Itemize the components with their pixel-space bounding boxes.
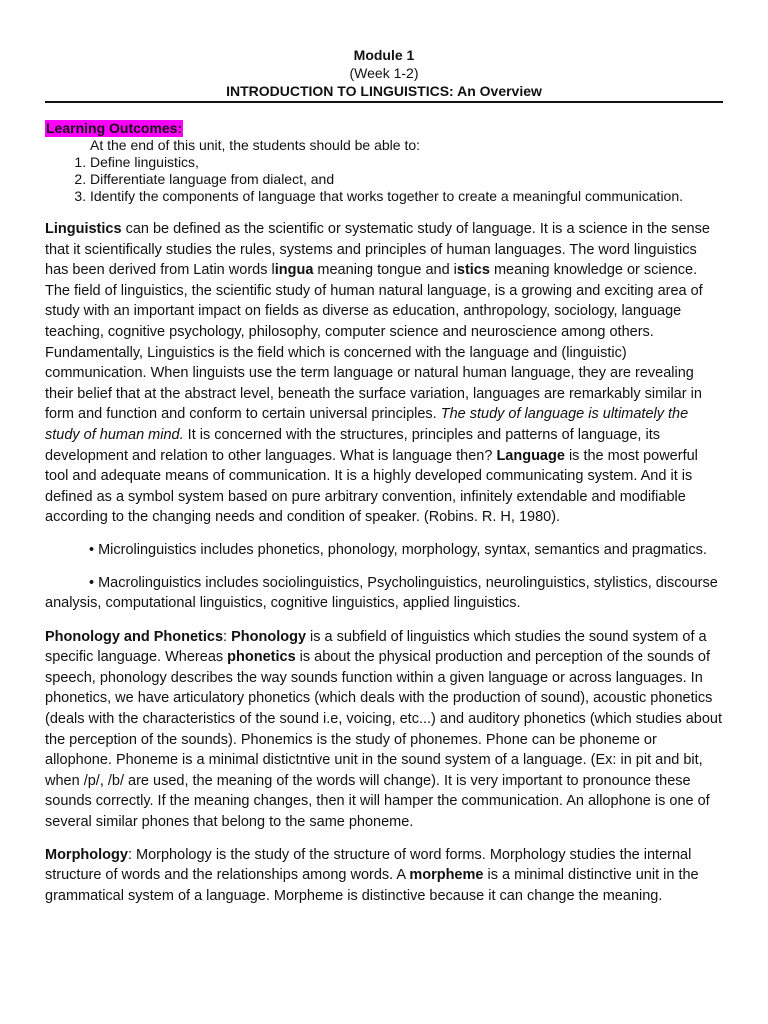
term-istics: stics (456, 262, 490, 279)
text-run: is about the physical production and perception of the sounds of speech, phonology describes the way sounds function within a given language or across languages. In phonetics, we have articulatory phonetics (which deals with the production of sound), acoustic phonetics (deals with the characteristics of the sound i.e, voicing, etc...) and auditory phonetics (which studies about the perception of the sounds). Phonemics is the study of phonemes. Phone can be phoneme or allophone. Phoneme is a minimal distictntive unit in the sound system of a language. (Ex: in pit and bit, when /p/, /b/ are used, the meaning of the words will change). It is very important to pronounce these sounds correctly. If the meaning changes, then it will hamper the communication. An allophone is one of several similar phones that belong to the same phoneme. (45, 649, 723, 831)
text-run: is the most powerful tool and adequate means of communication. It is a highly developed communicating system. And it is defined as a symbol system based on pure arbitrary convention, infinitely extendable and modifiable according to the changing needs and condition of speaker. (Robins. R. H, 1980). (45, 447, 698, 526)
term-phonology: Phonology (231, 628, 307, 645)
outcome-item: 3. Identify the components of language that works together to create a meaningful communication. (90, 188, 723, 205)
italic-quote: The study of language is ultimately the study of human mind. (45, 406, 689, 443)
text-run: is a subfield of linguistics which studies the sound system of a specific language. Whereas (45, 628, 707, 666)
outcome-item: 2. Differentiate language from dialect, and (90, 171, 723, 188)
text-run: meaning tongue and i (313, 262, 457, 279)
term-phonetics: phonetics (227, 649, 296, 666)
bullet-text: • Macrolinguistics includes sociolinguistics, Psycholinguistics, neurolinguistics, stylistics, discourse analysis, computational linguistics, cognitive linguistics, applied linguistics. (45, 574, 718, 612)
learning-outcomes-heading: Learning Outcomes: (46, 120, 183, 136)
learning-outcomes (45, 120, 723, 205)
outcome-item: 1. Define linguistics, (90, 154, 723, 171)
term-morpheme: morpheme (409, 867, 484, 884)
header-divider (45, 101, 723, 103)
document-page (45, 44, 723, 906)
learning-outcomes-intro: At the end of this unit, the students should be able to: (90, 137, 421, 153)
term-linguistics: Linguistics (45, 221, 122, 237)
text-run: : (223, 628, 232, 645)
outcomes-list (45, 154, 723, 205)
text-run: meaning knowledge or science. The field of linguistics, the scientific study of human natural language, is a growing and exciting area of study with an important impact on fields as diverse as education, anthropology, sociology, language teaching, cognitive psychology, philosophy, computer science and neuroscience among others. Fundamentally, Linguistics is the field which is concerned with the language and (linguistic) communication. When linguists use the term language or natural human language, they are revealing their belief that at the abstract level, beneath the surface variation, languages are remarkably similar in form and function and conform to certain universal principles. (45, 262, 703, 423)
text-run: : Morphology is the study of the structure of word forms. Morphology studies the internal structure of words and the relationships among words. A (45, 846, 692, 884)
module-title: Module 1 (353, 47, 415, 63)
page-title: INTRODUCTION TO LINGUISTICS: An Overview (226, 83, 542, 99)
macrolinguistics-bullet (45, 573, 723, 614)
document-header (45, 46, 723, 100)
bullet-text: • Microlinguistics includes phonetics, phonology, morphology, syntax, semantics and pragmatics. (89, 541, 707, 558)
morphology-heading: Morphology (45, 846, 128, 863)
microlinguistics-bullet (45, 540, 723, 561)
linguistics-paragraph (45, 219, 723, 528)
morphology-paragraph (45, 845, 723, 907)
week-range: (Week 1-2) (349, 65, 419, 81)
term-lingua: ingua (274, 262, 314, 279)
phonology-heading: Phonology and Phonetics (45, 628, 224, 645)
text-run: It is concerned with the structures, principles and patterns of language, its development and relation to other languages. What is language then? (45, 426, 660, 464)
term-language: Language (496, 447, 565, 464)
phonology-paragraph (45, 627, 723, 833)
text-run: can be defined as the scientific or systematic study of language. It is a science in the sense that it scientifically studies the rules, systems and principles of human languages. The word linguistics has been derived from Latin words l (45, 221, 710, 279)
text-run: is a minimal distinctive unit in the grammatical system of a language. Morpheme is distinctive because it can change the meaning. (45, 867, 699, 904)
